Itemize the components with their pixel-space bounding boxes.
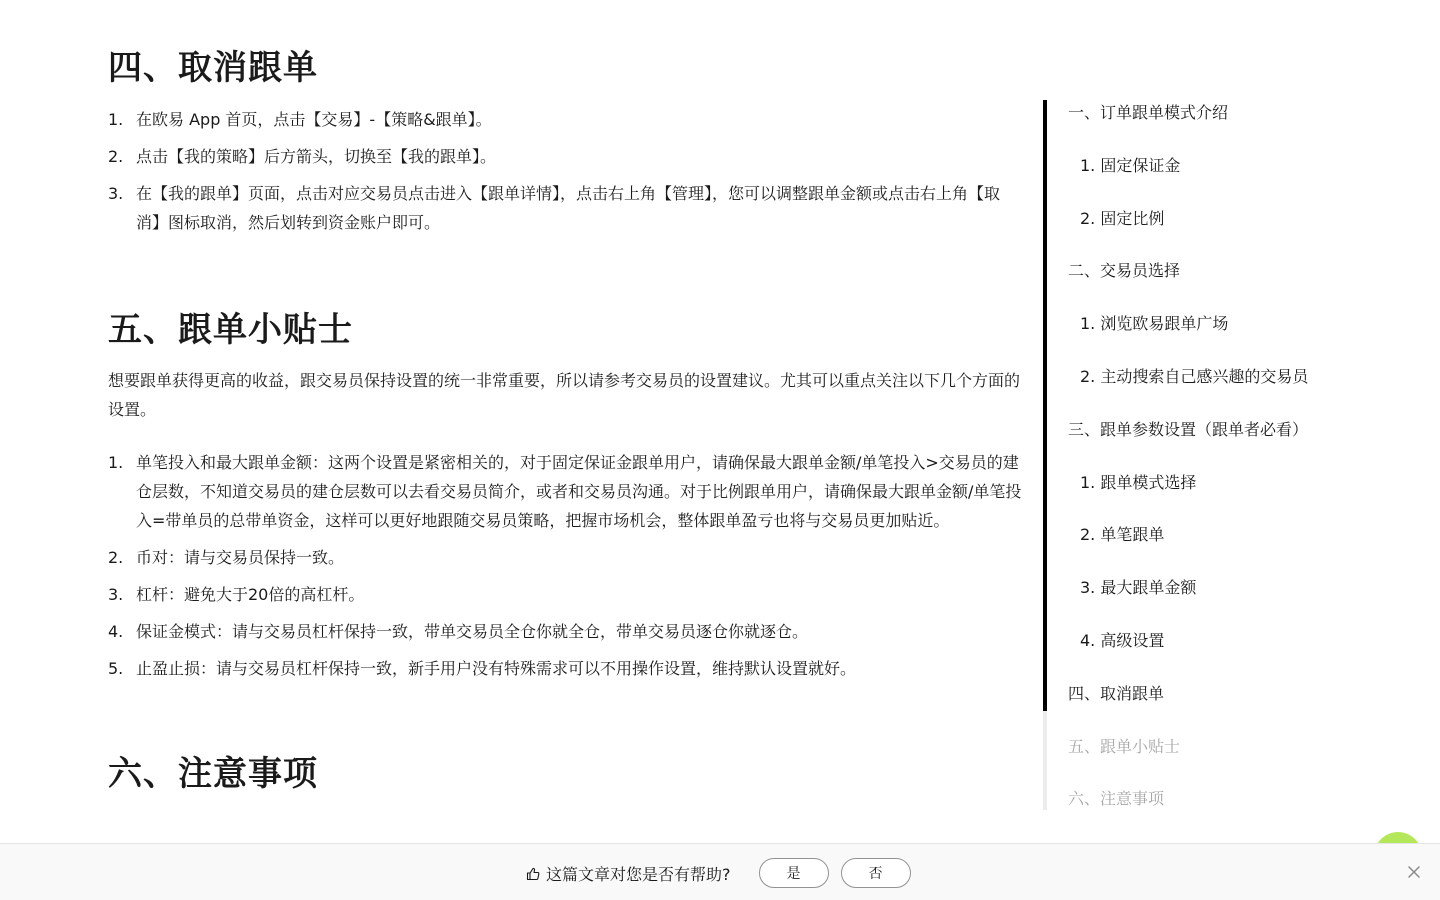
list-item-text: 保证金模式：请与交易员杠杆保持一致，带单交易员全仓你就全仓，带单交易员逐仓你就逐仓。 bbox=[136, 622, 809, 641]
toc-item[interactable]: 1. 跟单模式选择 bbox=[1080, 473, 1197, 492]
list-item-number: 4. bbox=[108, 622, 124, 641]
list-item-number: 2. bbox=[108, 548, 124, 567]
list-item-text: 杠杆：避免大于20倍的高杠杆。 bbox=[136, 585, 365, 604]
list-item-number: 3. bbox=[108, 585, 124, 604]
toc-item[interactable]: 2. 单笔跟单 bbox=[1080, 525, 1165, 544]
list-item-text: 单笔投入和最大跟单金额：这两个设置是紧密相关的，对于固定保证金跟单用户，请确保最大跟单金额/单笔投入>交易员的建仓层数，不知道交易员的建仓层数可以去看交易员简介，或者和交易员沟通。对于比例跟单用户，请确保最大跟单金额/单笔投入=带单员的总带单资金，这样可以更好地跟随交易员策略，把握市场机会，整体跟单盈亏也将与交易员更加贴近。 bbox=[136, 453, 1022, 530]
list-item-number: 5. bbox=[108, 659, 124, 678]
feedback-bar bbox=[0, 843, 1440, 900]
list-item-text: 在【我的跟单】页面，点击对应交易员点击进入【跟单详情】，点击右上角【管理】，您可以调整跟单金额或点击右上角【取消】图标取消，然后划转到资金账户即可。 bbox=[136, 184, 1001, 232]
close-icon[interactable] bbox=[1406, 864, 1422, 880]
list-item-text: 点击【我的策略】后方箭头，切换至【我的跟单】。 bbox=[136, 147, 497, 166]
list-item bbox=[108, 580, 1023, 609]
toc-item[interactable]: 二、交易员选择 bbox=[1068, 261, 1181, 280]
list-item-number: 1. bbox=[108, 110, 124, 129]
toc-item[interactable]: 2. 固定比例 bbox=[1080, 209, 1165, 228]
list-item bbox=[108, 105, 1023, 134]
toc-item[interactable]: 3. 最大跟单金额 bbox=[1080, 578, 1197, 597]
toc-item-active[interactable]: 四、取消跟单 bbox=[1068, 684, 1165, 703]
tips-list bbox=[108, 448, 1023, 691]
thumbs-up-icon bbox=[526, 866, 540, 880]
list-item bbox=[108, 179, 1023, 237]
section-title-notes: 六、注意事项 bbox=[108, 754, 318, 794]
toc-item[interactable]: 4. 高级设置 bbox=[1080, 631, 1165, 650]
toc-item[interactable]: 1. 固定保证金 bbox=[1080, 156, 1181, 175]
toc-item[interactable]: 五、跟单小贴士 bbox=[1068, 737, 1181, 756]
list-item-number: 3. bbox=[108, 184, 124, 203]
list-item-text: 止盈止损：请与交易员杠杆保持一致，新手用户没有特殊需求可以不用操作设置，维持默认设置就好。 bbox=[136, 659, 857, 678]
toc-item[interactable]: 2. 主动搜索自己感兴趣的交易员 bbox=[1080, 367, 1309, 386]
list-item-text: 币对：请与交易员保持一致。 bbox=[136, 548, 345, 567]
toc-item[interactable]: 1. 浏览欧易跟单广场 bbox=[1080, 314, 1229, 333]
tips-intro: 想要跟单获得更高的收益，跟交易员保持设置的统一非常重要，所以请参考交易员的设置建议。尤其可以重点关注以下几个方面的设置。 bbox=[108, 371, 1021, 419]
toc-item[interactable]: 六、注意事项 bbox=[1068, 789, 1165, 808]
table-of-contents bbox=[1043, 100, 1343, 812]
toc-progress-indicator bbox=[1043, 100, 1047, 711]
feedback-no-button[interactable]: 否 bbox=[841, 858, 911, 888]
cancel-steps-list bbox=[108, 105, 1023, 245]
feedback-yes-button[interactable]: 是 bbox=[759, 858, 829, 888]
list-item-text: 在欧易 App 首页，点击【交易】-【策略&跟单】。 bbox=[136, 110, 492, 129]
list-item bbox=[108, 617, 1023, 646]
section-title-tips: 五、跟单小贴士 bbox=[108, 310, 353, 350]
list-item bbox=[108, 543, 1023, 572]
feedback-content bbox=[526, 857, 923, 889]
toc-item[interactable]: 三、跟单参数设置（跟单者必看） bbox=[1068, 420, 1309, 439]
list-item bbox=[108, 142, 1023, 171]
list-item-number: 1. bbox=[108, 453, 124, 472]
toc-item[interactable]: 一、订单跟单模式介绍 bbox=[1068, 103, 1229, 122]
feedback-question: 这篇文章对您是否有帮助? bbox=[546, 864, 731, 884]
list-item-number: 2. bbox=[108, 147, 124, 166]
list-item bbox=[108, 448, 1023, 535]
section-title-cancel: 四、取消跟单 bbox=[108, 48, 318, 88]
list-item bbox=[108, 654, 1023, 683]
